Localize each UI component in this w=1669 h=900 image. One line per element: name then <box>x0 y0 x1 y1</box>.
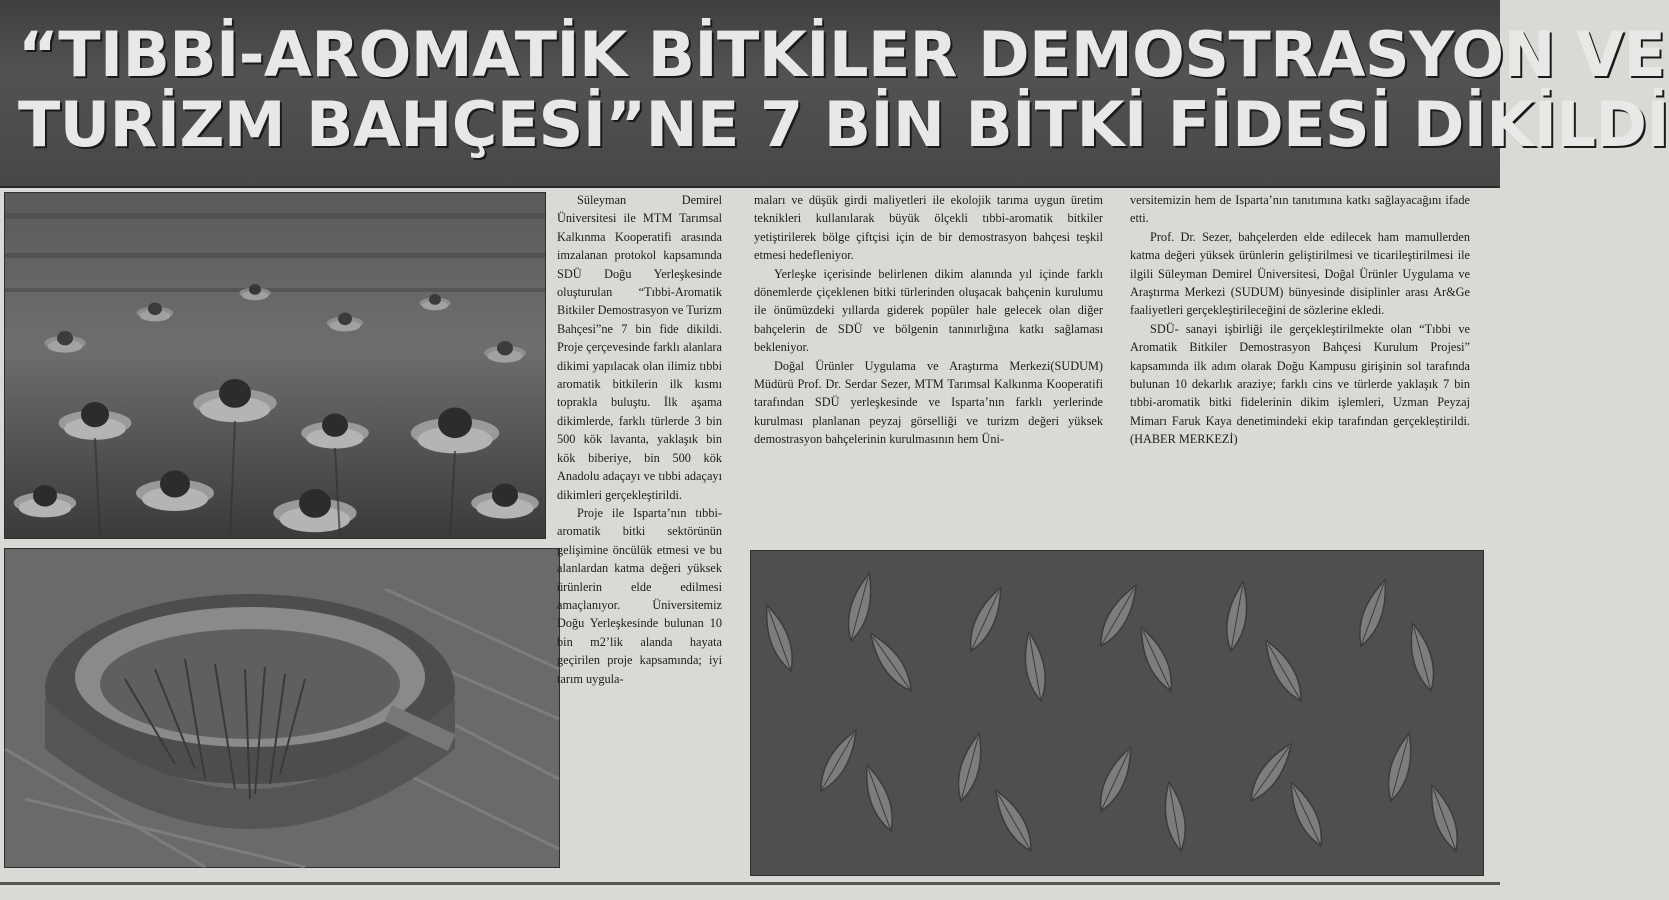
headline-line-2: TURİZM BAHÇESİ”NE 7 BİN BİTKİ FİDESİ DİKİLDİ <box>18 88 1669 161</box>
column1-paragraph-2: Proje ile Isparta’nın tıbbi-aromatik bitki sektörünün gelişimine öncülük etmesi ve bu alanlardan katma değeri yüksek ürünlerin elde edilmesi amaçlanıyor. Üniversitemiz Doğu Yerleşkesinde bulunan 10 bin m2’lik alanda hayata geçirilen proje kapsamında; iyi tarım uygula- <box>557 505 722 686</box>
column3-paragraph-3: SDÜ- sanayi işbirliği ile gerçekleştirilmekte olan “Tıbbi ve Aromatik Bitkiler Demostrasyon Bahçesi Kurulum Projesi” kapsamında ilk adım olarak Doğu Kampusu girişinin sol tarafında bulunan 10 dekarlık araziye; farklı cins ve türlerde yaklaşık 7 bin tıbbi-aromatik bitki fidelerinin dikim işlemleri, Uzman Peyzaj Mimarı Faruk Kaya denetimindeki ekip tarafından gerçekleştirildi.(HABER MERKEZİ) <box>1130 321 1470 447</box>
column3-paragraph-1: versitemizin hem de Isparta’nın tanıtımına katkı sağlayacağını ifade etti. <box>1130 193 1470 226</box>
photo-mortar-herbs <box>4 548 560 868</box>
column1-paragraph-1: Süleyman Demirel Üniversitesi ile MTM Tarımsal Kalkınma Kooperatifi arasında imzalanan protokol kapsamında SDÜ Doğu Yerleşkesinde oluşturulan “Tıbbi-Aromatik Bitkiler Demostrasyon ve Turizm Bahçesi”ne 7 bin fide dikildi. Proje çerçevesinde farklı alanlara dikimi yapılacak olan ilimiz tıbbi aromatik bitkilerin ilk kısmı toprakla buluştu. İlk aşama dikimlerde, farklı türlerde 3 bin 500 kök lavanta, yaklaşık bin kök biberiye, bin 500 kök Anadolu adaçayı ve tıbbi adaçayı dikimleri gerçekleştirildi. <box>557 193 722 502</box>
bottom-rule <box>0 882 1500 885</box>
column3-paragraph-2: Prof. Dr. Sezer, bahçelerden elde edilecek ham mamullerden katma değeri yüksek ürünlerin geliştirilmesi ve ticarileştirilmesi ile ilgili Süleyman Demirel Üniversitesi, Doğal Ürünler Uygulama ve Araştırma Merkezi (SUDUM) bünyesinde disiplinler arası Ar&Ge faaliyetleri gerçekleştirileceğini de sözlerine ekledi. <box>1130 229 1470 318</box>
headline-banner <box>0 0 1669 188</box>
article-column-3 <box>1130 191 1470 449</box>
column2-paragraph-3: Doğal Ürünler Uygulama ve Araştırma Merkezi(SUDUM) Müdürü Prof. Dr. Serdar Sezer, MTM Tarımsal Kalkınma Kooperatifi tarafından SDÜ yerleşkesinde ve Isparta’nın farklı yerlerinde kurulması planlanan peyzaj görselliği ve turizm değeri yüksek demostrasyon bahçelerinin kurulmasının hem Üni- <box>754 358 1103 447</box>
article-column-1 <box>557 191 722 688</box>
photo-echinacea-field <box>4 192 546 539</box>
headline-line-1: “TIBBİ-AROMATİK BİTKİLER DEMOSTRASYON VE <box>18 18 1666 91</box>
article-column-2 <box>754 191 1103 449</box>
column2-paragraph-2: Yerleşke içerisinde belirlenen dikim alanında yıl içinde farklı dönemlerde çiçeklenen bitki türlerinden oluşacak bahçenin kurulumu ile önümüzdeki yıllarda giderek popüler hale gelecek olan diğer bahçelerin de SDÜ ve bölgenin tanınırlığına katkı sağlaması bekleniyor. <box>754 266 1103 355</box>
photo-herb-leaves <box>750 550 1484 876</box>
headline <box>18 18 1669 161</box>
column2-paragraph-1: maları ve düşük girdi maliyetleri ile ekolojik tarıma uygun üretim teknikleri kullanılarak büyük ölçekli tıbbi-aromatik bitkiler yetiştirilerek bölge çiftçisi için de bir demostrasyon bahçesi teşkil etmesi hedefleniyor. <box>754 193 1103 263</box>
